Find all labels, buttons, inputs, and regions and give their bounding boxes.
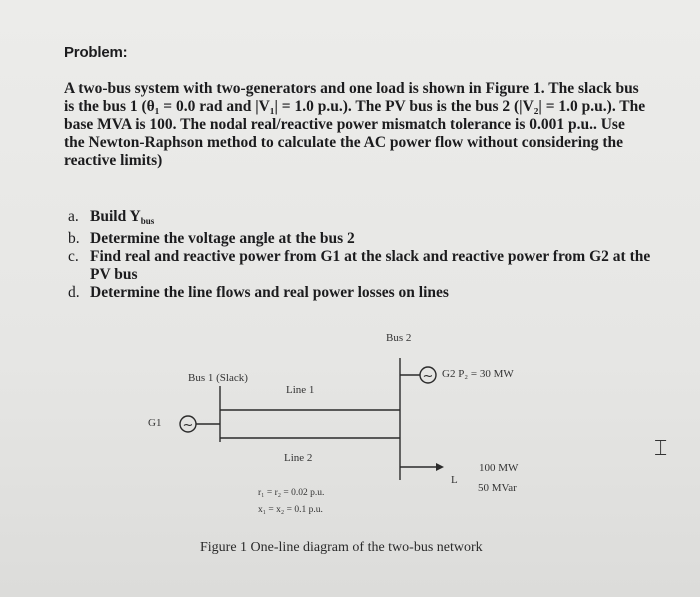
question-c-text-2: PV bus: [90, 266, 138, 283]
g2-label: G2 P₂ = 30 MW: [442, 368, 514, 380]
question-b-text: Determine the voltage angle at the bus 2: [90, 230, 355, 247]
problem-heading: Problem:: [64, 44, 128, 61]
statement-line-2: is the bus 1 (θ₁ = 0.0 rad and |V₁| = 1.0 p.u.). The PV bus is the bus 2 (|V₂| = 1.0 p.u.). The: [64, 98, 646, 115]
bus2-label: Bus 2: [386, 332, 412, 344]
statement-line-3: base MVA is 100. The nodal real/reactive power mismatch tolerance is 0.001 p.u.. Use: [64, 116, 625, 133]
question-d-text: Determine the line flows and real power losses on lines: [90, 284, 449, 301]
statement-line-4: the Newton-Raphson method to calculate the AC power flow without considering the: [64, 134, 623, 151]
g1-label: G1: [148, 417, 162, 429]
resistance-params: r₁ = r₂ = 0.02 p.u.: [258, 488, 325, 498]
text-cursor-icon: ⌶: [654, 436, 668, 461]
load-reactive-power: 50 MVar: [478, 482, 517, 494]
figure-caption: Figure 1 One-line diagram of the two-bus network: [200, 540, 483, 555]
question-d-label: d.: [68, 284, 80, 301]
load-arrow-icon: [436, 463, 444, 471]
g2-symbol: ~: [422, 369, 434, 384]
line1-label: Line 1: [286, 384, 315, 396]
question-c-label: c.: [68, 248, 79, 265]
ybus-subscript: bus: [140, 216, 155, 226]
line2-label: Line 2: [284, 452, 313, 464]
load-label: L: [451, 474, 458, 486]
statement-line-5: reactive limits): [64, 152, 163, 169]
question-a-text: Build Y: [90, 208, 141, 225]
question-c-text: Find real and reactive power from G1 at the slack and reactive power from G2 at the: [90, 248, 651, 265]
g1-symbol: ~: [182, 418, 194, 433]
bus1-label: Bus 1 (Slack): [188, 372, 248, 384]
question-a-label: a.: [68, 208, 79, 225]
load-real-power: 100 MW: [479, 462, 519, 474]
reactance-params: x₁ = x₂ = 0.1 p.u.: [258, 505, 323, 515]
question-b-label: b.: [68, 230, 80, 247]
statement-line-1: A two-bus system with two-generators and one load is shown in Figure 1. The slack bus: [64, 80, 639, 97]
